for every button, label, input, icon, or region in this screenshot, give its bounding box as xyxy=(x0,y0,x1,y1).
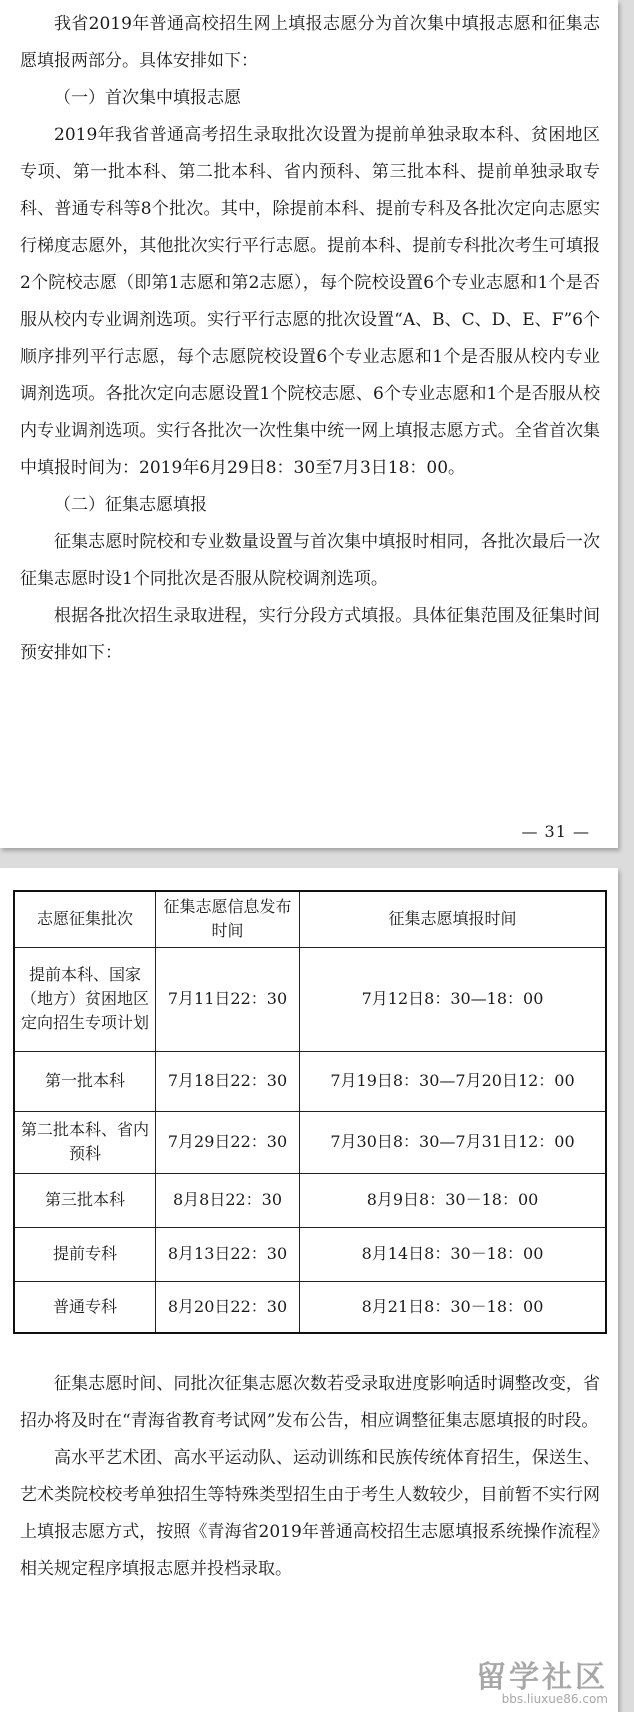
table-row xyxy=(14,1051,606,1111)
page2-text xyxy=(20,1366,600,1588)
section-heading-supplementary: （二）征集志愿填报 xyxy=(54,495,207,515)
cell-fill-time: 7月12日8：30—18：00 xyxy=(300,947,607,1051)
cell-publish-time: 8月8日22：30 xyxy=(156,1173,300,1227)
cell-fill-time: 8月21日8：30－18：00 xyxy=(300,1281,607,1333)
table-header-row xyxy=(14,891,606,947)
page1-text xyxy=(20,6,600,672)
table-row xyxy=(14,947,606,1051)
supplementary-paragraph-1: 征集志愿时院校和专业数量设置与首次集中填报时相同，各批次最后一次征集志愿时设1个同批次是否服从院校调剂选项。 xyxy=(20,532,600,589)
cell-publish-time: 7月29日22：30 xyxy=(156,1111,300,1173)
cell-fill-time: 7月30日8：30—7月31日12：00 xyxy=(300,1111,607,1173)
header-publish-time: 征集志愿信息发布时间 xyxy=(156,891,300,947)
cell-publish-time: 8月13日22：30 xyxy=(156,1227,300,1281)
watermark-logo: 留学社区 xyxy=(476,1660,608,1695)
watermark-url: bbs.liuxue86.com xyxy=(501,1692,608,1706)
adjustment-paragraph: 征集志愿时间、同批次征集志愿次数若受录取进度影响适时调整改变，省招办将及时在“青海省教育考试网”发布公告，相应调整征集志愿填报的时段。 xyxy=(20,1374,600,1431)
schedule-table xyxy=(13,890,607,1334)
cell-batch: 第一批本科 xyxy=(14,1051,156,1111)
table-row xyxy=(14,1281,606,1333)
table-row xyxy=(14,1173,606,1227)
cell-batch: 普通专科 xyxy=(14,1281,156,1333)
cell-fill-time: 8月9日8：30－18：00 xyxy=(300,1173,607,1227)
table-row xyxy=(14,1111,606,1173)
header-fill-time: 征集志愿填报时间 xyxy=(300,891,607,947)
header-batch: 志愿征集批次 xyxy=(14,891,156,947)
table-row xyxy=(14,1227,606,1281)
supplementary-paragraph-2: 根据各批次招生录取进程，实行分段方式填报。具体征集范围及征集时间预安排如下： xyxy=(20,606,600,663)
section-heading-first-round: （一）首次集中填报志愿 xyxy=(54,88,241,108)
cell-batch: 提前本科、国家（地方）贫困地区定向招生专项计划 xyxy=(14,947,156,1051)
first-round-paragraph: 2019年我省普通高考招生录取批次设置为提前单独录取本科、贫困地区专项、第一批本科、第二批本科、省内预科、第三批本科、提前单独录取专科、普通专科等8个批次。其中，除提前本科、提前专科及各批次定向志愿实行梯度志愿外，其他批次实行平行志愿。提前本科、提前专科批次考生可填报2个院校志愿（即第1志愿和第2志愿），每个院校设置6个专业志愿和1个是否服从校内专业调剂选项。实行平行志愿的批次设置“A、B、C、D、E、F”6个顺序排列平行志愿，每个志愿院校设置6个专业志愿和1个是否服从校内专业调剂选项。各批次定向志愿设置1个院校志愿、6个专业志愿和1个是否服从校内专业调剂选项。实行各批次一次性集中统一网上填报志愿方式。全省首次集中填报时间为：2019年6月29日8：30至7月3日18：00。 xyxy=(20,125,600,478)
cell-batch: 第二批本科、省内预科 xyxy=(14,1111,156,1173)
site-watermark xyxy=(476,1652,608,1706)
intro-paragraph: 我省2019年普通高校招生网上填报志愿分为首次集中填报志愿和征集志愿填报两部分。具体安排如下： xyxy=(20,14,600,71)
special-admission-paragraph: 高水平艺术团、高水平运动队、运动训练和民族传统体育招生，保送生、艺术类院校校考单独招生等特殊类型招生由于考生人数较少，目前暂不实行网上填报志愿方式，按照《青海省2019年普通高校招生志愿填报系统操作流程》相关规定程序填报志愿并投档录取。 xyxy=(20,1448,600,1579)
cell-fill-time: 7月19日8：30—7月20日12：00 xyxy=(300,1051,607,1111)
cell-batch: 提前专科 xyxy=(14,1227,156,1281)
cell-fill-time: 8月14日8：30－18：00 xyxy=(300,1227,607,1281)
cell-publish-time: 8月20日22：30 xyxy=(156,1281,300,1333)
cell-batch: 第三批本科 xyxy=(14,1173,156,1227)
document-page-32 xyxy=(0,868,618,1712)
cell-publish-time: 7月11日22：30 xyxy=(156,947,300,1051)
page-number: — 31 — xyxy=(521,822,590,841)
document-page-31 xyxy=(0,0,618,848)
cell-publish-time: 7月18日22：30 xyxy=(156,1051,300,1111)
